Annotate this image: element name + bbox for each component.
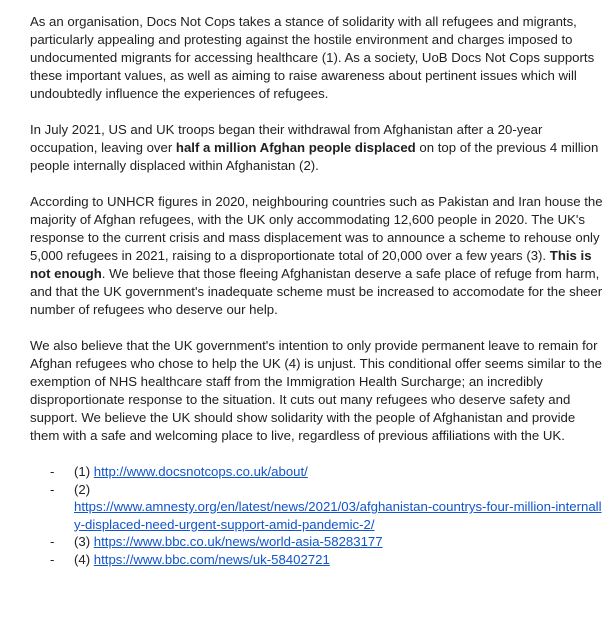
reference-item [30,481,603,534]
reference-number: (4) [74,551,94,567]
paragraph-text: on top of the previous 4 million people internally displaced within Afghanistan (2). [30,140,599,173]
list-dash: - [50,551,55,567]
list-dash: - [50,464,55,479]
bold-text: This is not enough [30,248,592,281]
paragraph-text: . We believe that those fleeing Afghanistan deserve a safe place of refuge from harm, and that the UK government's inadequate scheme must be increased to accomodate for the sheer number of refugees who deserve our help. [30,266,603,317]
reference-link[interactable]: http://www.docsnotcops.co.uk/about/ [93,464,308,479]
reference-link[interactable]: https://www.bbc.co.uk/news/world-asia-58283177 [93,534,383,549]
reference-number: (3) [74,534,94,549]
reference-item [30,533,603,551]
list-dash: - [50,481,55,497]
reference-link[interactable]: https://www.amnesty.org/en/latest/news/2021/03/afghanistan-countrys-four-million-internally-displaced-need-urgent-support-amid-pandemic-2/ [74,499,602,532]
reference-item [30,551,603,569]
reference-number: (1) [74,464,94,479]
bold-text: half a million Afghan people displaced [175,140,416,155]
paragraph-unhcr [30,193,603,319]
paragraph-intro: As an organisation, Docs Not Cops takes a stance of solidarity with all refugees and migrants, particularly appealing and protesting against the hostile environment and charges imposed to undocumented migrants for accessing healthcare (1). As a society, UoB Docs Not Cops supports these important values, as well as aiming to raise awareness about pertinent issues which will undoubtedly influence the experiences of refugees. [30,14,595,101]
paragraph-text: According to UNHCR figures in 2020, neighbouring countries such as Pakistan and Iran house the majority of Afghan refugees, with the UK only accommodating 12,600 people in 2020. The UK's response to the current crisis and mass displacement was to announce a scheme to rehouse only 5,000 refugees in 2021, raising to a disproportionate total of 20,000 over a few years (3). [30,194,603,263]
reference-link[interactable]: https://www.bbc.com/news/uk-58402721 [93,551,330,567]
reference-list [30,463,603,568]
reference-number: (2) [74,481,91,497]
paragraph-withdrawal [30,121,603,175]
paragraph-text: In July 2021, US and UK troops began their withdrawal from Afghanistan after a 20-year occupation, leaving over [30,122,543,155]
list-dash: - [50,534,55,549]
paragraph-leave-to-remain: We also believe that the UK government's intention to only provide permanent leave to remain for Afghan refugees who chose to help the UK (4) is unjust. This conditional offer seems similar to the exemption of NHS healthcare staff from the Immigration Health Surcharge; an incredibly disproportionate response to the situation. It cuts out many refugees who deserve safety and support. We believe the UK should show solidarity with the people of Afghanistan and provide them with a safe and welcoming place to live, regardless of previous affiliations with the UK. [30,338,603,443]
reference-item [30,463,603,481]
